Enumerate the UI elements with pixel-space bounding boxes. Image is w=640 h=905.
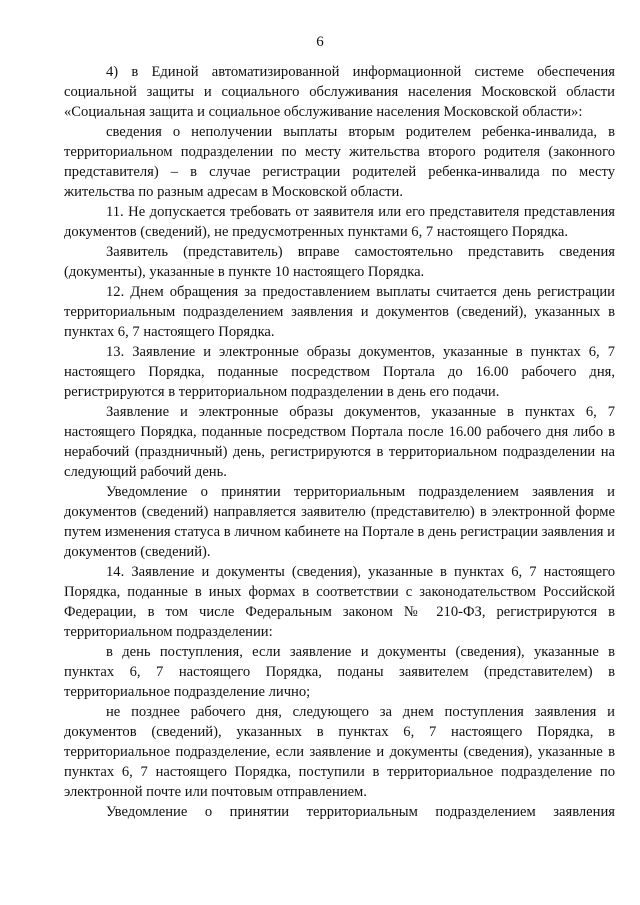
paragraph: не позднее рабочего дня, следующего за днем поступления заявления и документов (сведений), указанных в пунктах 6, 7 настоящего Порядка, в территориальное подразделение, если заявление и документы (сведения), указанные в пунктах 6, 7 настоящего Порядка, поступили в территориальное подразделение по электронной почте или почтовым отправлением.	[64, 704, 615, 800]
paragraph: Уведомление о принятии территориальным подразделением заявления и документов (сведений) направляется заявителю (представителю) в электронной форме путем изменения статуса в личном кабинете на Портале в день регистрации заявления и документов (сведений).	[64, 484, 615, 560]
paragraph: Заявление и электронные образы документов, указанные в пунктах 6, 7 настоящего Порядка, поданные посредством Портала после 16.00 рабочего дня либо в нерабочий (праздничный) день, регистрируются в территориальном подразделении на следующий рабочий день.	[64, 404, 615, 480]
paragraph: 4) в Единой автоматизированной информационной системе обеспечения социальной защиты и социального обслуживания населения Московской области «Социальная защита и социальное обслуживание населения Московской области»:	[64, 64, 615, 120]
paragraph: Заявитель (представитель) вправе самостоятельно представить сведения (документы), указанные в пункте 10 настоящего Порядка.	[64, 244, 615, 280]
paragraph: Уведомление о принятии территориальным подразделением заявления	[106, 804, 615, 820]
paragraph: сведения о неполучении выплаты вторым родителем ребенка-инвалида, в территориальном подразделении по месту жительства второго родителя (законного представителя) – в случае регистрации родителей ребенка-инвалида по месту жительства по разным адресам в Московской области.	[64, 124, 615, 200]
paragraph: 14. Заявление и документы (сведения), указанные в пунктах 6, 7 настоящего Порядка, поданные в иных формах в соответствии с законодательством Российской Федерации, в том числе Федеральным законом № 210-ФЗ, регистрируются в территориальном подразделении:	[64, 564, 615, 640]
document-body	[64, 62, 615, 822]
page-number: 6	[316, 34, 324, 50]
paragraph: в день поступления, если заявление и документы (сведения), указанные в пунктах 6, 7 настоящего Порядка, поданы заявителем (представителем) в территориальное подразделение лично;	[64, 644, 615, 700]
paragraph: 11. Не допускается требовать от заявителя или его представителя представления документов (сведений), не предусмотренных пунктами 6, 7 настоящего Порядка.	[64, 204, 615, 240]
paragraph: 12. Днем обращения за предоставлением выплаты считается день регистрации территориальным подразделением заявления и документов (сведений), указанных в пунктах 6, 7 настоящего Порядка.	[64, 284, 615, 340]
paragraph: 13. Заявление и электронные образы документов, указанные в пунктах 6, 7 настоящего Порядка, поданные посредством Портала до 16.00 рабочего дня, регистрируются в территориальном подразделении в день его подачи.	[64, 344, 615, 400]
